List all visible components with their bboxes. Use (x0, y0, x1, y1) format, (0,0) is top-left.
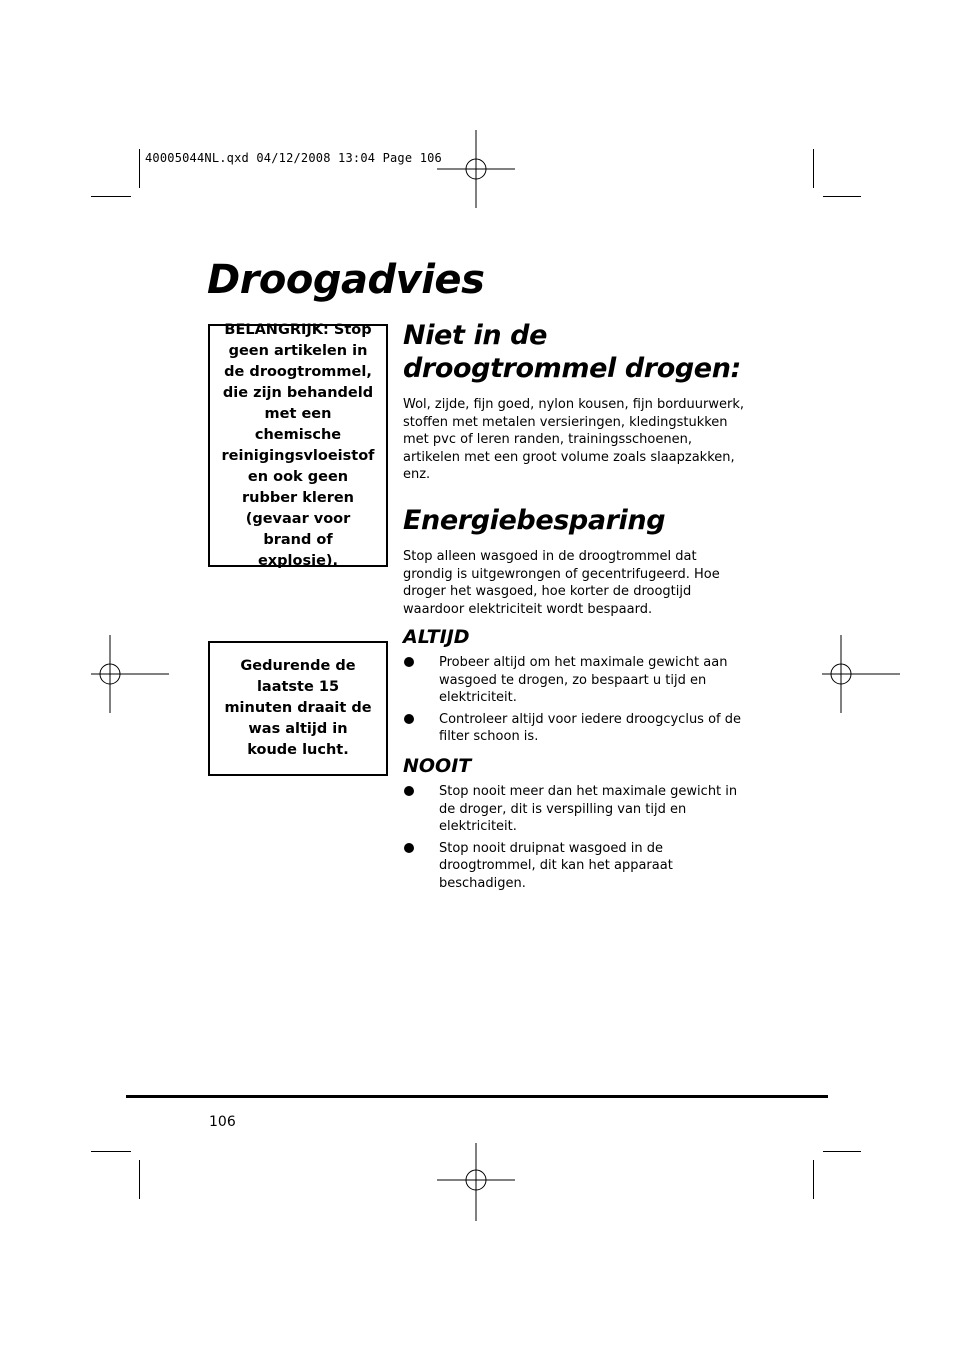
bullet-icon (404, 843, 414, 853)
cooling-notice-box (208, 641, 388, 776)
bullet-icon (404, 657, 414, 667)
list-item: Stop nooit druipnat wasgoed in de droogtrommel, dit kan het apparaat beschadigen. (403, 840, 748, 893)
important-notice-text: BELANGRIJK: Stop geen artikelen in de droogtrommel, die zijn behandeld met een chemische reinigingsvloeistof en ook geen rubber kleren (gevaar voor brand of explosie). (221, 321, 375, 569)
registration-mark-top (437, 130, 515, 208)
never-heading: NOOIT (403, 755, 472, 777)
no-dry-heading: Niet in de droogtrommel drogen: (403, 320, 741, 384)
always-list (403, 654, 748, 750)
registration-mark-right (822, 635, 900, 713)
no-dry-text: Wol, zijde, fijn goed, nylon kousen, fijn borduurwerk, stoffen met metalen versieringen, kledingstukken met pvc of leren randen, trainingsschoenen, artikelen met een groot volume zoals slaapzakken, enz. (403, 397, 744, 483)
bullet-icon (404, 714, 414, 724)
always-heading: ALTIJD (403, 626, 470, 648)
energy-heading: Energiebesparing (403, 505, 666, 536)
bullet-icon (404, 786, 414, 796)
footer-rule (126, 1095, 828, 1098)
list-item: Controleer altijd voor iedere droogcyclus of de filter schoon is. (403, 711, 748, 746)
list-item: Stop nooit meer dan het maximale gewicht in de droger, dit is verspilling van tijd en elektriciteit. (403, 783, 748, 836)
important-notice-box (208, 321, 388, 569)
registration-mark-left (91, 635, 169, 713)
page-number: 106 (209, 1114, 236, 1130)
registration-mark-bottom (437, 1143, 515, 1221)
list-item: Probeer altijd om het maximale gewicht aan wasgoed te drogen, zo bespaart u tijd en elektriciteit. (403, 654, 748, 707)
never-list (403, 783, 748, 897)
page-title: Droogadvies (207, 257, 485, 303)
cooling-notice-text: Gedurende de laatste 15 minuten draait de was altijd in koude lucht. (224, 658, 372, 758)
file-slug: 40005044NL.qxd 04/12/2008 13:04 Page 106 (145, 151, 442, 165)
energy-text: Stop alleen wasgoed in de droogtrommel dat grondig is uitgewrongen of gecentrifugeerd. Hoe droger het wasgoed, hoe korter de droogtijd waardoor elektriciteit wordt bespaard. (403, 549, 720, 617)
